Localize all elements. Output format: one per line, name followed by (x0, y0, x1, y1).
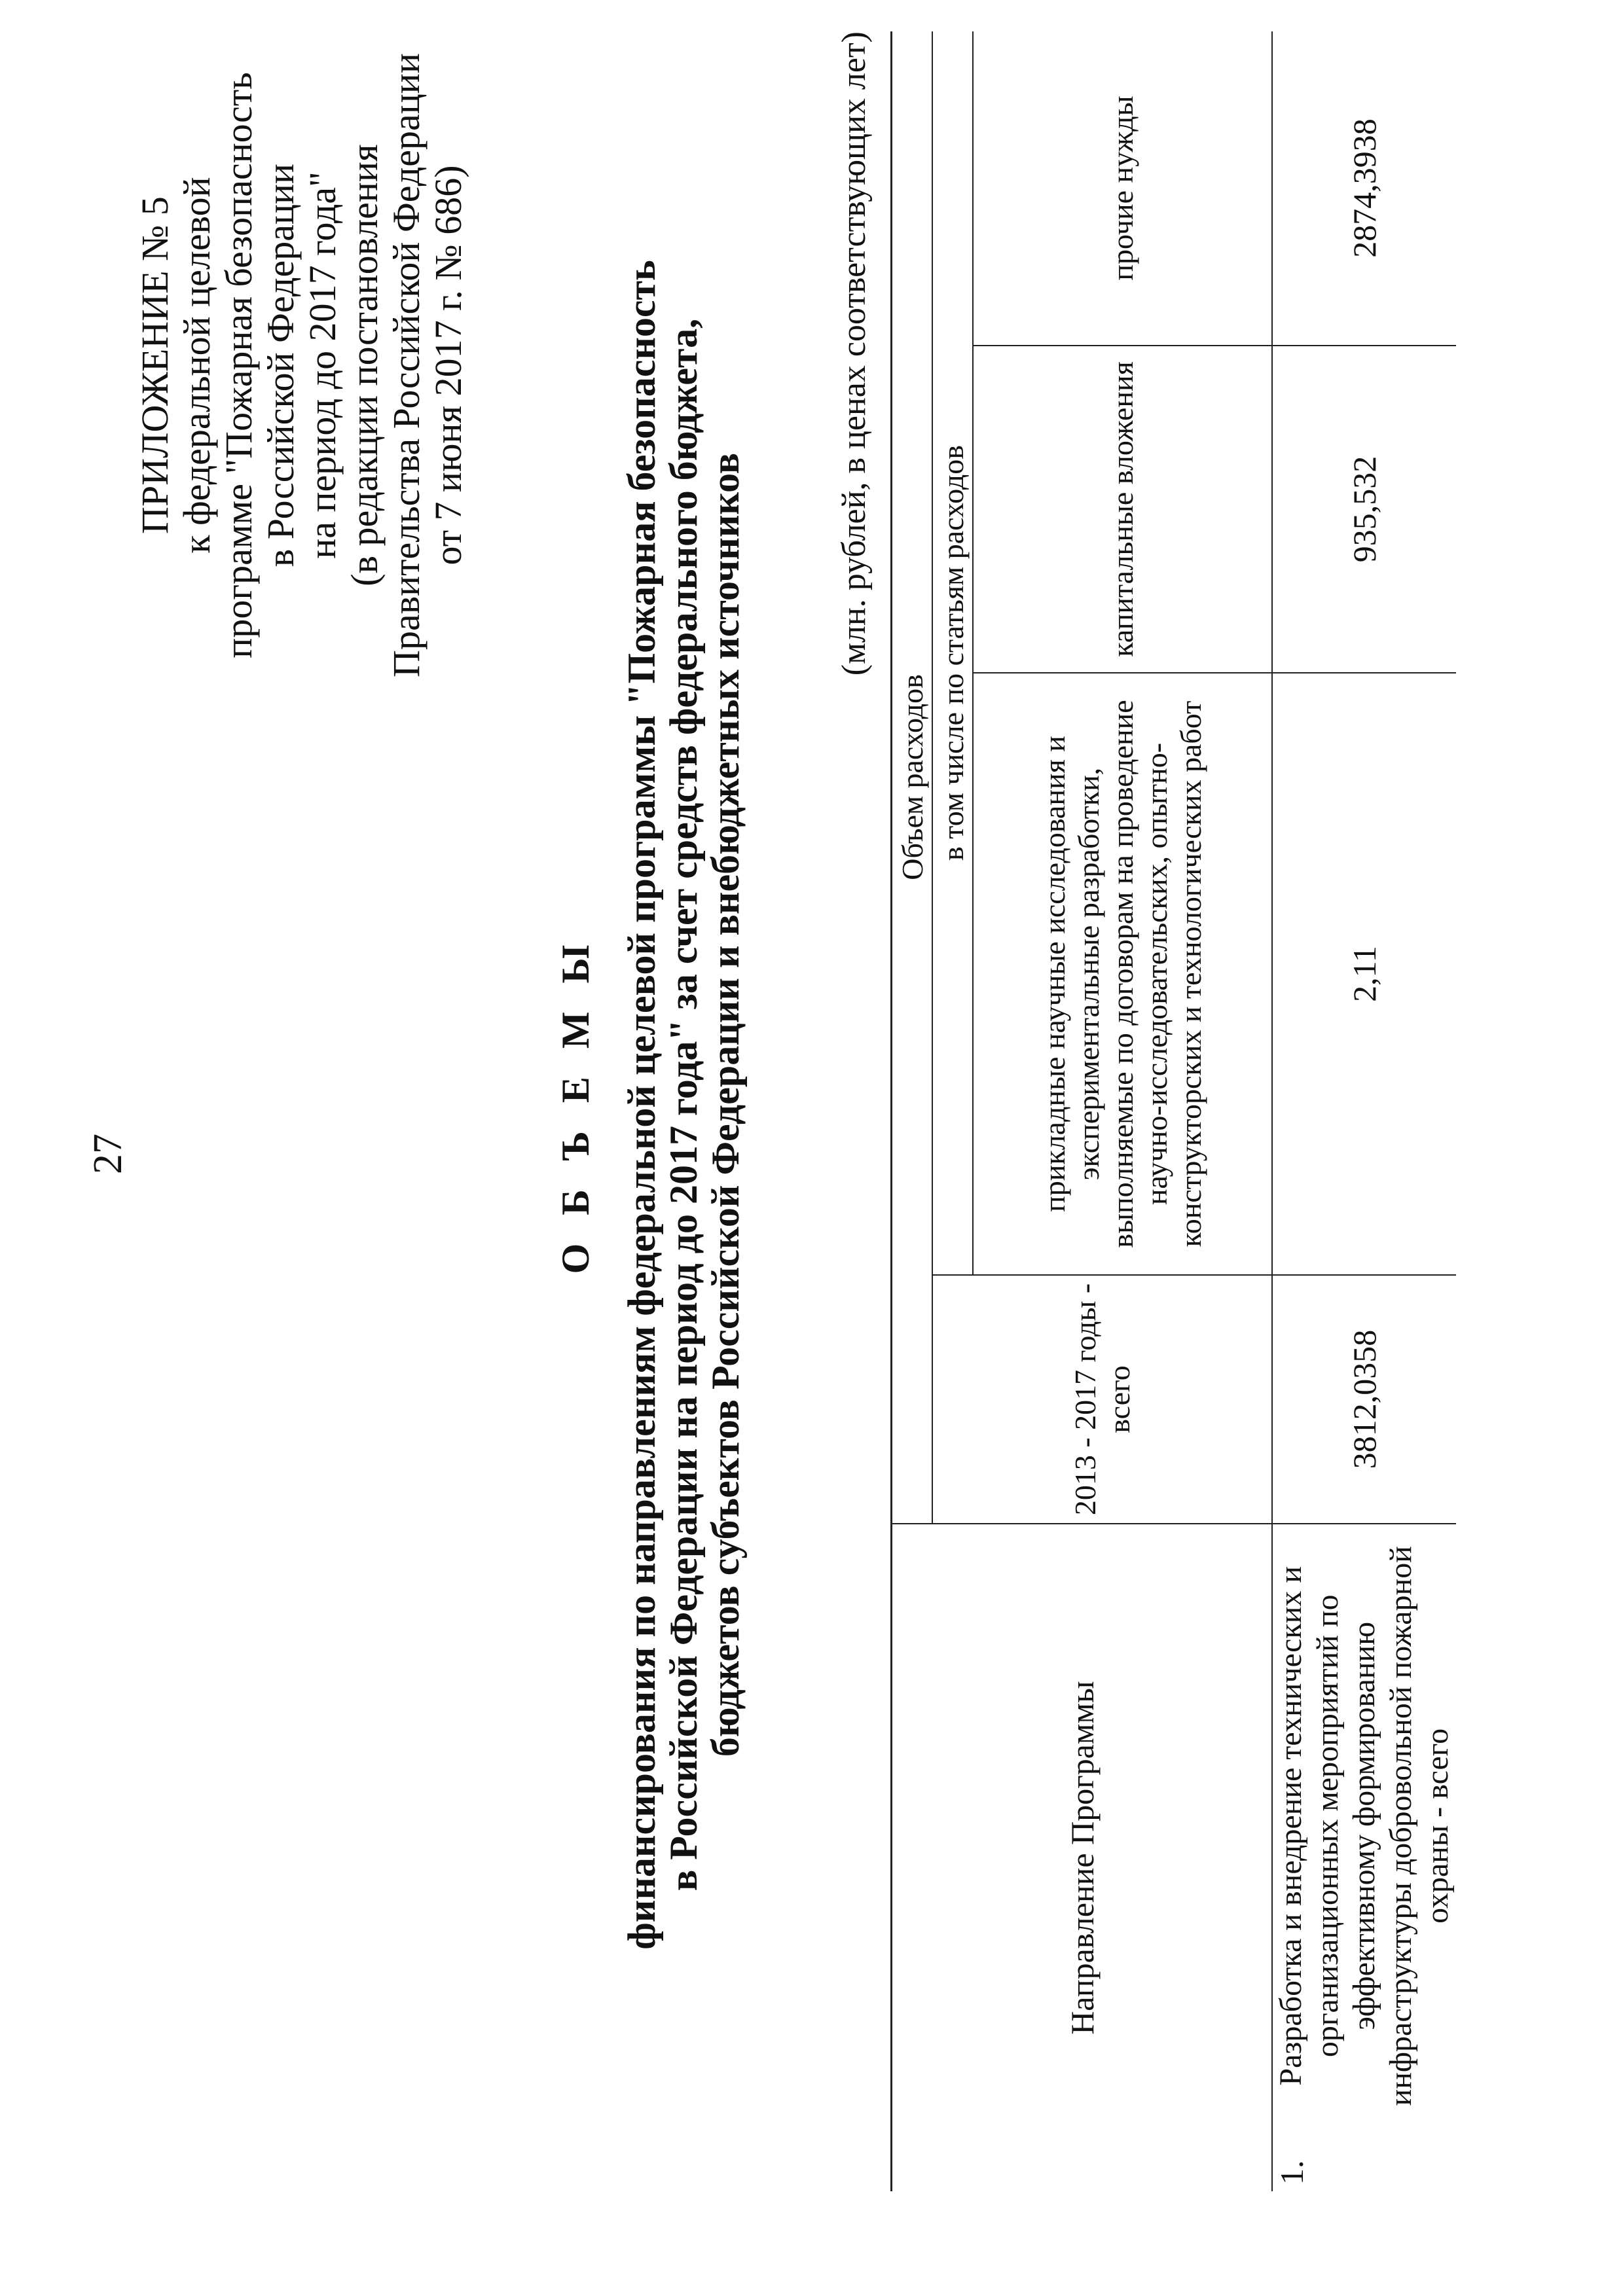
title-line: финансирования по направлениям федеральной целевой программы "Пожарная безопасность (620, 260, 663, 1950)
other-value: 2874,3938 (1272, 31, 1456, 346)
appendix-line: к федеральной целевой (175, 177, 218, 554)
appendix-line: на период до 2017 года" (301, 171, 344, 559)
header-direction: Направление Программы (892, 1524, 1273, 2191)
appendix-line: программе "Пожарная безопасность (217, 72, 260, 658)
page-number: 27 (86, 1134, 130, 1174)
appendix-line: в Российской Федерации (259, 163, 302, 567)
appendix-line: Правительства Российской Федерации (385, 53, 428, 677)
header-total-2013-2017: 2013 - 2017 годы - всего (932, 1275, 1272, 1524)
table-row (1272, 31, 1456, 2191)
header-other: прочие нужды (973, 31, 1272, 346)
financing-table (890, 31, 1456, 2191)
title-line: бюджетов субъектов Российской Федерации и внебюджетных источников (704, 452, 747, 1757)
appendix-line: (в редакции постановления (343, 144, 386, 586)
title-line: в Российской Федерации на период до 2017 года" за счет средств федерального бюджета, (662, 318, 705, 1892)
title-heading: О Б Ъ Е М Ы (554, 935, 597, 1274)
header-capital: капитальные вложения (973, 346, 1272, 673)
header-rnd: прикладные научные исследования и экспериментальные разработки, выполняемые по договорам на проведение научно-исследовательских, опытно-конструкторских и технологических работ (973, 673, 1272, 1275)
direction-text: Разработка и внедрение технических и организационных мероприятий по эффективному формированию инфраструктуры добровольной пожарной охраны - всего (1273, 1546, 1455, 2106)
header-by-articles: в том числе по статьям расходов (932, 31, 973, 1275)
appendix-block (134, 51, 469, 679)
row-number: 1. (1273, 2160, 1310, 2185)
document-title (553, 110, 746, 2100)
units-note: (млн. рублей, в ценах соответствующих лет) (835, 31, 873, 676)
direction-cell (1272, 1524, 1456, 2191)
header-expenses-volume: Объем расходов (892, 31, 933, 1524)
rnd-value: 2,11 (1272, 673, 1456, 1275)
appendix-line: ПРИЛОЖЕНИЕ № 5 (134, 196, 176, 534)
capital-value: 935,532 (1272, 346, 1456, 673)
total-value: 3812,0358 (1272, 1275, 1456, 1524)
appendix-line: от 7 июня 2017 г. № 686) (427, 165, 469, 565)
